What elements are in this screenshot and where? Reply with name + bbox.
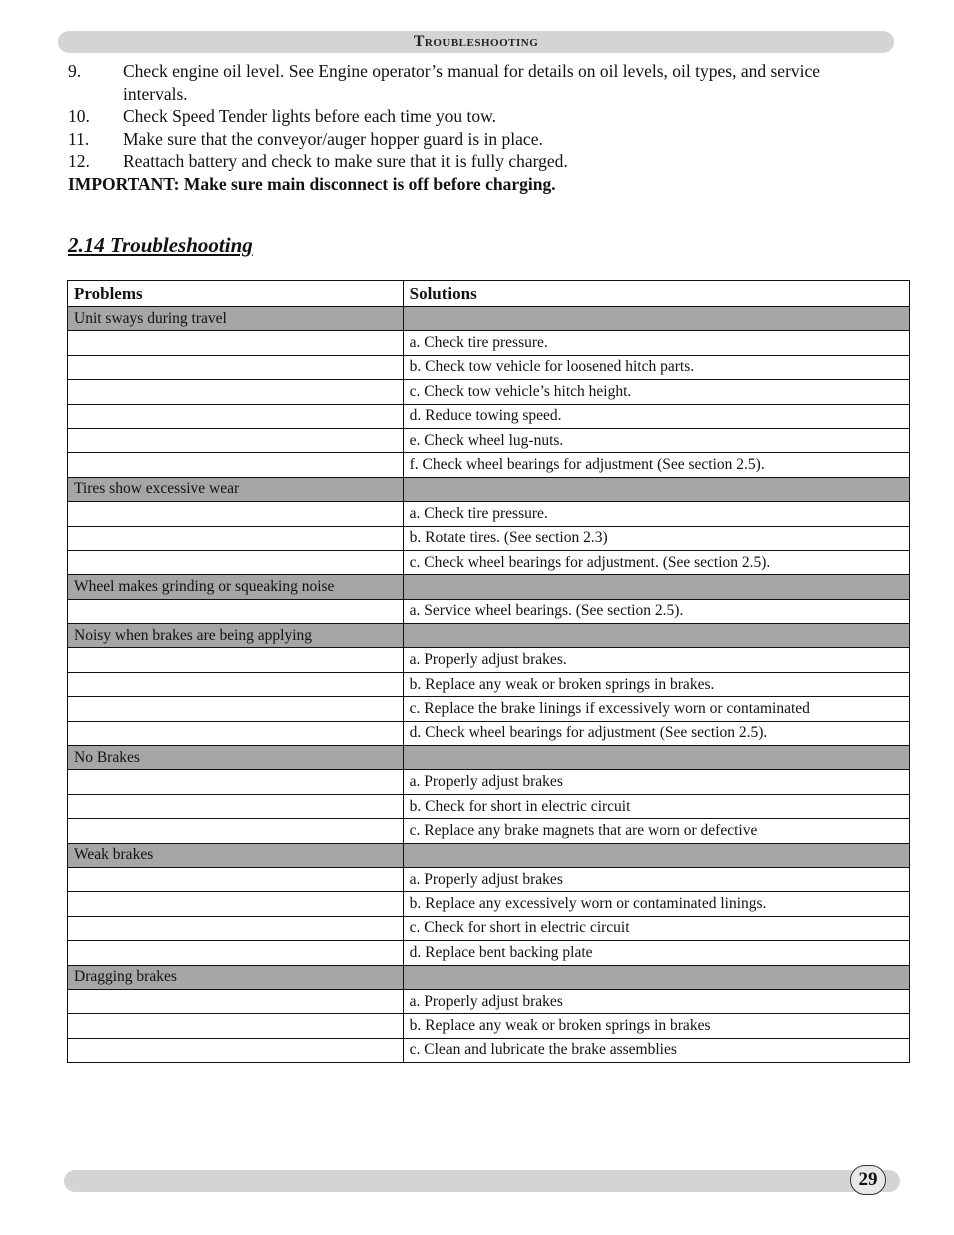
solution-row [68,867,910,891]
solution-row [68,550,910,574]
solution-cell: d. Check wheel bearings for adjustment (See section 2.5). [403,721,909,745]
solution-row [68,941,910,965]
solution-row [68,697,910,721]
solution-empty-cell [68,648,404,672]
solution-cell: a. Properly adjust brakes [403,989,909,1013]
solution-row [68,721,910,745]
solution-empty-cell [68,721,404,745]
step-item [68,128,888,151]
solution-empty-cell [68,599,404,623]
solution-cell: b. Check tow vehicle for loosened hitch parts. [403,355,909,379]
step-item [68,150,888,173]
solution-row [68,794,910,818]
solution-empty-cell [68,989,404,1013]
solution-row [68,989,910,1013]
problem-empty-cell [403,843,909,867]
step-number: 9. [68,61,82,81]
solution-row [68,892,910,916]
problem-row [68,477,910,501]
solution-row [68,380,910,404]
important-note: IMPORTANT: Make sure main disconnect is off before charging. [68,173,556,194]
problem-cell: Weak brakes [68,843,404,867]
solution-cell: f. Check wheel bearings for adjustment (See section 2.5). [403,453,909,477]
solution-cell: c. Replace any brake magnets that are worn or defective [403,819,909,843]
solution-empty-cell [68,331,404,355]
solution-row [68,916,910,940]
problem-row [68,965,910,989]
solution-empty-cell [68,355,404,379]
problem-empty-cell [403,575,909,599]
step-text: Check Speed Tender lights before each time you tow. [123,106,496,126]
step-text: Reattach battery and check to make sure that it is fully charged. [123,151,568,171]
solution-row [68,599,910,623]
problem-row [68,307,910,331]
solution-row [68,355,910,379]
table-body [68,307,910,1063]
problems-header: Problems [68,281,404,307]
section-title: 2.14 Troubleshooting [68,233,253,257]
step-text: Check engine oil level. See Engine operator’s manual for details on oil levels, oil types, and service intervals. [123,61,821,104]
solution-cell: b. Rotate tires. (See section 2.3) [403,526,909,550]
page-number: 29 [850,1165,886,1195]
solution-row [68,770,910,794]
solution-empty-cell [68,1038,404,1062]
solution-empty-cell [68,892,404,916]
solution-row [68,1014,910,1038]
solution-cell: e. Check wheel lug-nuts. [403,428,909,452]
problem-row [68,746,910,770]
troubleshooting-table [67,280,910,1063]
solution-row [68,672,910,696]
solution-cell: c. Check for short in electric circuit [403,916,909,940]
solution-empty-cell [68,697,404,721]
solution-empty-cell [68,794,404,818]
solution-cell: b. Replace any weak or broken springs in brakes. [403,672,909,696]
step-item [68,60,888,105]
solution-cell: a. Service wheel bearings. (See section 2.5). [403,599,909,623]
solution-cell: a. Properly adjust brakes. [403,648,909,672]
solution-cell: c. Replace the brake linings if excessively worn or contaminated [403,697,909,721]
solution-empty-cell [68,502,404,526]
solution-cell: c. Clean and lubricate the brake assemblies [403,1038,909,1062]
header-bar [58,31,894,53]
step-item [68,105,888,128]
solution-cell: c. Check wheel bearings for adjustment. (See section 2.5). [403,550,909,574]
problem-row [68,575,910,599]
solution-cell: a. Check tire pressure. [403,331,909,355]
solution-cell: b. Check for short in electric circuit [403,794,909,818]
problem-cell: Dragging brakes [68,965,404,989]
solution-empty-cell [68,672,404,696]
table-header-row [68,281,910,307]
header-title: Troubleshooting [413,33,539,50]
solution-empty-cell [68,380,404,404]
problem-cell: Noisy when brakes are being applying [68,624,404,648]
solution-row [68,331,910,355]
problem-cell: Wheel makes grinding or squeaking noise [68,575,404,599]
solution-empty-cell [68,941,404,965]
step-number: 11. [68,128,90,149]
solution-empty-cell [68,428,404,452]
problem-empty-cell [403,965,909,989]
footer-bar [64,1170,900,1192]
solution-row [68,648,910,672]
solution-cell: a. Properly adjust brakes [403,770,909,794]
solution-row [68,819,910,843]
solution-row [68,1038,910,1062]
solution-cell: a. Check tire pressure. [403,502,909,526]
solution-row [68,453,910,477]
problem-row [68,843,910,867]
problem-empty-cell [403,746,909,770]
solution-row [68,502,910,526]
solution-empty-cell [68,867,404,891]
solution-cell: a. Properly adjust brakes [403,867,909,891]
solution-empty-cell [68,770,404,794]
solution-cell: b. Replace any weak or broken springs in brakes [403,1014,909,1038]
solution-row [68,526,910,550]
step-number: 10. [68,106,90,126]
problem-cell: No Brakes [68,746,404,770]
solution-cell: c. Check tow vehicle’s hitch height. [403,380,909,404]
solution-empty-cell [68,526,404,550]
solution-cell: d. Reduce towing speed. [403,404,909,428]
step-text: Make sure that the conveyor/auger hopper guard is in place. [123,128,543,149]
problem-cell: Unit sways during travel [68,307,404,331]
problem-cell: Tires show excessive wear [68,477,404,501]
step-number: 12. [68,151,90,171]
solution-empty-cell [68,1014,404,1038]
solution-empty-cell [68,550,404,574]
solution-empty-cell [68,819,404,843]
maintenance-steps [68,60,888,195]
solution-empty-cell [68,404,404,428]
solution-row [68,404,910,428]
solutions-header: Solutions [403,281,909,307]
solution-empty-cell [68,453,404,477]
solution-row [68,428,910,452]
solution-cell: d. Replace bent backing plate [403,941,909,965]
problem-row [68,624,910,648]
solution-cell: b. Replace any excessively worn or contaminated linings. [403,892,909,916]
problem-empty-cell [403,624,909,648]
problem-empty-cell [403,477,909,501]
problem-empty-cell [403,307,909,331]
solution-empty-cell [68,916,404,940]
